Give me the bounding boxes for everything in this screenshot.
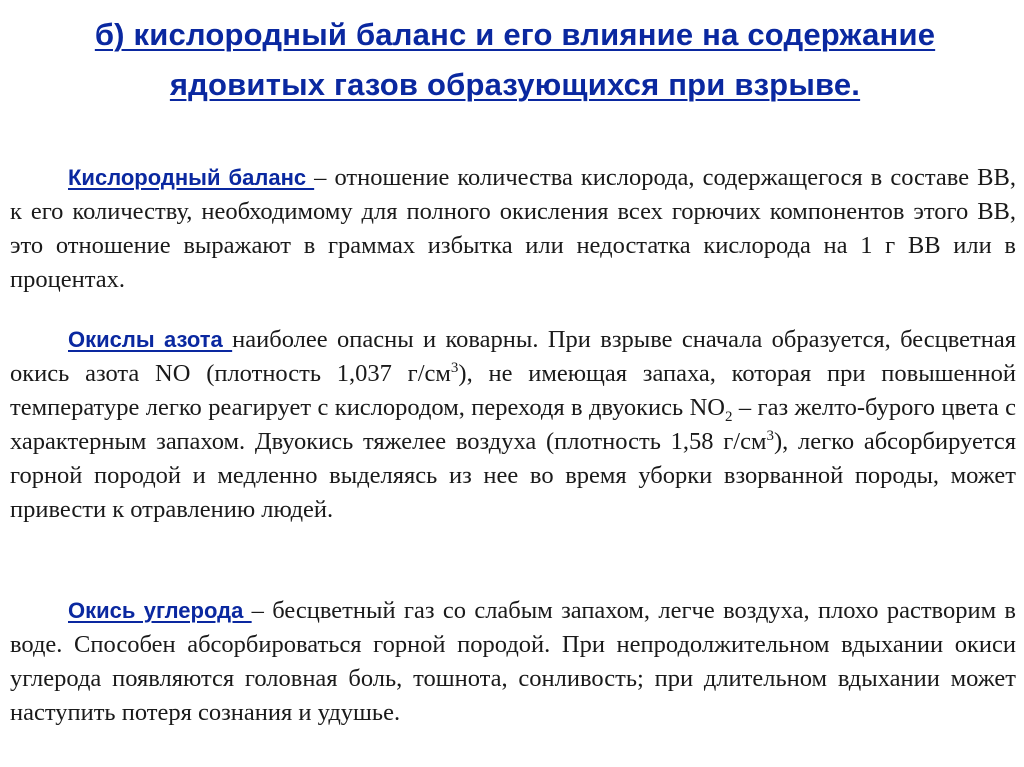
paragraph-nitrogen-oxides-text-b: ), не имеющая запаха, которая при повышенной температуре легко реагирует с кислородом, переходя в двуокись NO	[10, 360, 1016, 421]
paragraph-oxygen-balance	[10, 161, 1016, 297]
slide-title-line-1: б) кислородный баланс и его влияние на содержание	[94, 17, 936, 52]
paragraph-nitrogen-oxides-text-d: ), легко абсорбируется горной породой и медленно выделяясь из нее во время уборки взорванной породы, может привести к отравлению людей.	[10, 428, 1016, 523]
paragraph-carbon-monoxide	[10, 594, 1016, 730]
paragraph-nitrogen-oxides-text-c: – газ желто-бурого цвета с характерным запахом. Двуокись тяжелее воздуха (плотность 1,58 г/см	[10, 394, 1017, 455]
slide-title	[20, 10, 1010, 110]
superscript-3: 3	[766, 427, 774, 444]
term-nitrogen-oxides: Окислы азота	[68, 327, 233, 352]
term-oxygen-balance: Кислородный баланс	[68, 165, 315, 190]
paragraph-nitrogen-oxides	[10, 323, 1016, 527]
paragraph-oxygen-balance-text: – отношение количества кислорода, содержащегося в составе ВВ, к его количеству, необходимому для полного окисления всех горючих компонентов этого ВВ, это отношение выражают в граммах избытка или недостатка кислорода на 1 г ВВ или в процентах.	[10, 164, 1016, 293]
slide-title-line-2: ядовитых газов образующихся при взрыве.	[169, 67, 861, 102]
subscript-2: 2	[724, 408, 733, 425]
paragraph-carbon-monoxide-text: – бесцветный газ со слабым запахом, легче воздуха, плохо растворим в воде. Способен абсорбироваться горной породой. При непродолжительном вдыхании окиси углерода появляются головная боль, тошнота, сонливость; при длительном вдыхании может наступить потеря сознания и удушье.	[10, 597, 1016, 726]
superscript-3: 3	[450, 359, 459, 376]
term-carbon-monoxide: Окись углерода	[68, 598, 252, 623]
paragraph-nitrogen-oxides-text-a: наиболее опасны и коварны. При взрыве сначала образуется, бесцветная окись азота NO (плотность 1,037 г/см	[10, 326, 1016, 387]
